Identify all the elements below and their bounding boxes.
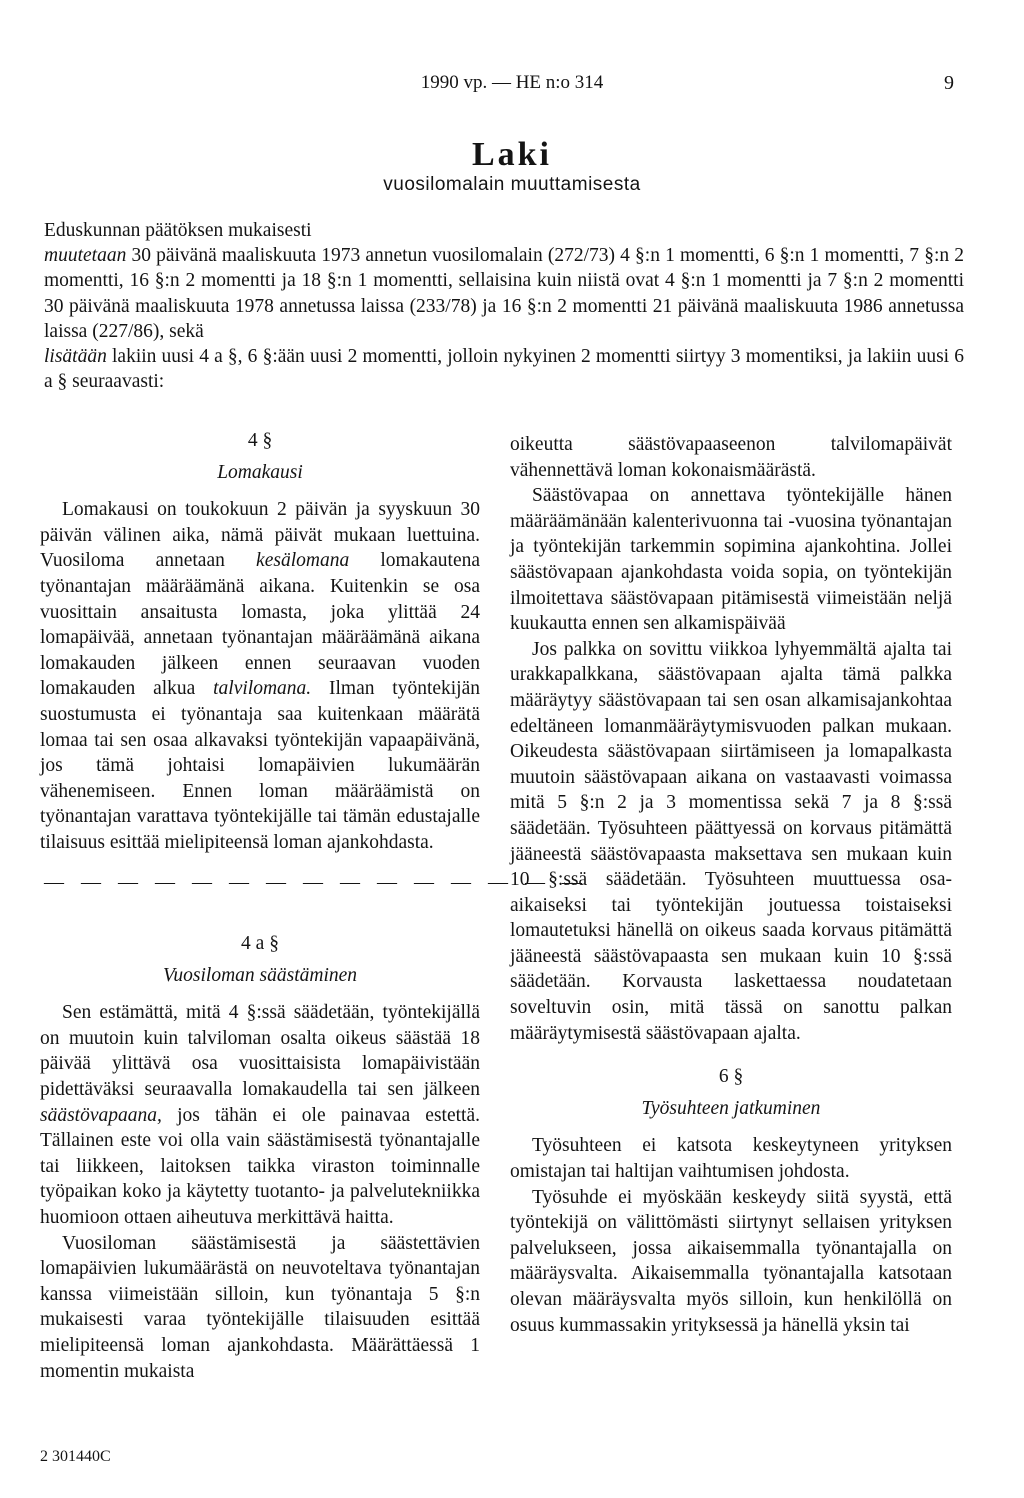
section-4a-paragraph-2-continued: oikeutta säästövapaaseenon talvilomapäivät vähennettävä loman kokonaismäärästä. [510, 434, 952, 481]
section-4-title: Lomakausi [217, 461, 303, 483]
preamble-add [44, 344, 964, 394]
amend-keyword: muutetaan [44, 245, 127, 267]
section-6-number: 6 § [718, 1066, 744, 1088]
section-4a-paragraph-3: Säästövapaa on annettava työntekijälle hänen määräämänään kalenterivuonna tai -vuosina työnantajan ja työntekijän tarkemmin sopimina ajankohtina. Jollei säästövapaan ajankohdasta voida sopia, on työntekijän ilmoitettava säästövapaan pitämisestä viimeistään neljä kuukautta ennen sen alkamispäivää [510, 485, 952, 635]
running-title: 1990 vp. — HE n:o 314 [420, 72, 604, 93]
term-kesaloma: kesälomana [256, 550, 350, 572]
add-keyword: lisätään [44, 346, 107, 368]
preamble-amend [44, 243, 964, 344]
preamble-intro: Eduskunnan päätöksen mukaisesti [44, 220, 312, 241]
term-saastovapaa: säästövapaana, [40, 1104, 162, 1126]
section-4-paragraph-1 [40, 497, 480, 855]
amend-text: 30 päivänä maaliskuuta 1973 annetun vuosilomalain (272/73) 4 §:n 1 momentti, 6 §:n 1 momentti, 7 §:n 2 momentti, 16 §:n 2 momentti ja 18 §:n 1 momentti, sellaisina kuin niistä ovat 4 §:n 1 momentti ja 7 §:n 2 momentti 30 päivänä maaliskuuta 1978 annetussa laissa (233/78) ja 16 §:n 2 momentti 21 päivänä maaliskuuta 1986 annetussa laissa (227/86), sekä [44, 245, 964, 342]
text-run: lomakautena työnantajan määräämänä aikana. Kuitenkin se osa vuosittain ansaitusta lomasta, joka ylittää 24 lomapäivää, annetaan työnantajan määräämänä aikana lomakauden jälkeen ennen seuraavan vuoden lomakauden alkua [40, 550, 480, 700]
section-6-title: Työsuhteen jatkuminen [641, 1097, 821, 1119]
section-6-paragraph-2: Työsuhde ei myöskään keskeydy siitä syystä, että työntekijä on välittömästi siirtynyt sellaisen yrityksen palvelukseen, jossa aikaisemmalla työnantajalla on määräysvalta. Aikaisemmalla työnantajalla katsotaan olevan määräysvalta myös silloin, kun henkilöllä on osuus kummassakin yrityksessä ja hänellä yksin tai [510, 1186, 952, 1336]
section-4a-paragraph-2: Vuosiloman säästämisestä ja säästettävien lomapäivien lukumäärästä on neuvoteltava työnantajan kanssa viimeistään silloin, kun työnantaja 5 §:n mukaisesti varaa työntekijälle tilaisuuden esittää mielipiteensä loman ajankohdasta. Määrättäessä 1 momentin mukaista [40, 1232, 480, 1382]
act-title: Laki [471, 136, 553, 173]
text-run: jos tähän ei ole painavaa estettä. Tällainen este voi olla vain säästämisestä työnantajalle tai liikkeen, laitoksen taikka viraston toiminnalle työpaikan koko ja käytetty tuotanto- ja palvelutekniikka huomioon ottaen aiheutuva merkittävä haitta. [40, 1104, 480, 1229]
section-4a-number: 4 a § [241, 933, 279, 955]
section-4a-paragraph-4: Jos palkka on sovittu viikkoa lyhyemmältä ajalta tai urakkapalkkana, säästövapaan ajalta tämä palkka määräytyy säästövapaan tai sen osan alkamisajankohtaa edeltäneen lomanmääräytymisvuoden palkan mukaan. Oikeudesta säästövapaan siirtämiseen ja lomapalkasta muutoin säästövapaan aikana on vastaavasti voimassa mitä 5 §:n 2 ja 3 momentissa sekä 7 ja 8 §:ssä säädetään. Työsuhteen päättyessä on korvaus pitämättä jääneestä säästövapaasta maksettava sen mukaan kuin 10 §:ssä säädetään. Työsuhteen muuttuessa osa-aikaiseksi tai työntekijän joutuessa toistaiseksi lomautetuksi hänellä on oikeus saada korvaus pitämättä jääneestä säästövapaasta sen mukaan kuin 10 §:ssä säädetään. Korvausta laskettaessa noudatetaan soveltuvin osin, mitä tässä on sanottu palkan määräytymisestä säästövapaan ajalta. [510, 638, 952, 1044]
page-header [0, 72, 1024, 102]
add-text: lakiin uusi 4 a §, 6 §:ään uusi 2 momentti, jolloin nykyinen 2 momentti siirtyy 3 momentiksi, ja lakiin uusi 6 a § seuraavasti: [44, 346, 964, 393]
section-4a-paragraph-1 [40, 1000, 480, 1230]
preamble [44, 218, 964, 394]
text-run: Sen estämättä, mitä 4 §:ssä säädetään, työntekijällä on muutoin kuin talviloman osalta oikeus säästää 18 päivää ylittävä osa vuosittaisista lomapäivistään pidettäväksi seuraavalla lomakaudella tai sen jälkeen [40, 1002, 480, 1101]
term-talviloma: talvilomana. [213, 678, 312, 700]
print-code: 2 301440C [40, 1448, 111, 1465]
act-subtitle: vuosilomalain muuttamisesta [383, 174, 641, 195]
section-6-paragraph-1: Työsuhteen ei katsota keskeytyneen yrityksen omistajan tai haltijan vaihtumisen johdosta. [510, 1135, 952, 1183]
right-column [510, 432, 952, 1338]
page-number: 9 [944, 72, 954, 94]
text-run: Ilman työntekijän suostumusta ei työnantaja saa kuitenkaan määrätä lomaa tai sen osaa alkavaksi työntekijän vapaapäivänä, jos tämä johtaisi lomapäivien lukumäärän vähenemiseen. Ennen loman määräämistä on työnantajan varattava työntekijälle tai tämän edustajalle tilaisuus esittää mielipiteensä loman ajankohdasta. [40, 678, 481, 853]
section-4-number: 4 § [247, 430, 273, 451]
text-run: Lomakausi on toukokuun 2 päivän ja syyskuun 30 päivän välinen aika, nämä päivät mukaan luettuina. Vuosiloma annetaan [40, 499, 480, 572]
left-column [40, 428, 588, 1384]
section-4a-title: Vuosiloman säästäminen [162, 964, 358, 986]
omission-dashes: — — — — — — — — — — — — — — — [44, 870, 588, 893]
